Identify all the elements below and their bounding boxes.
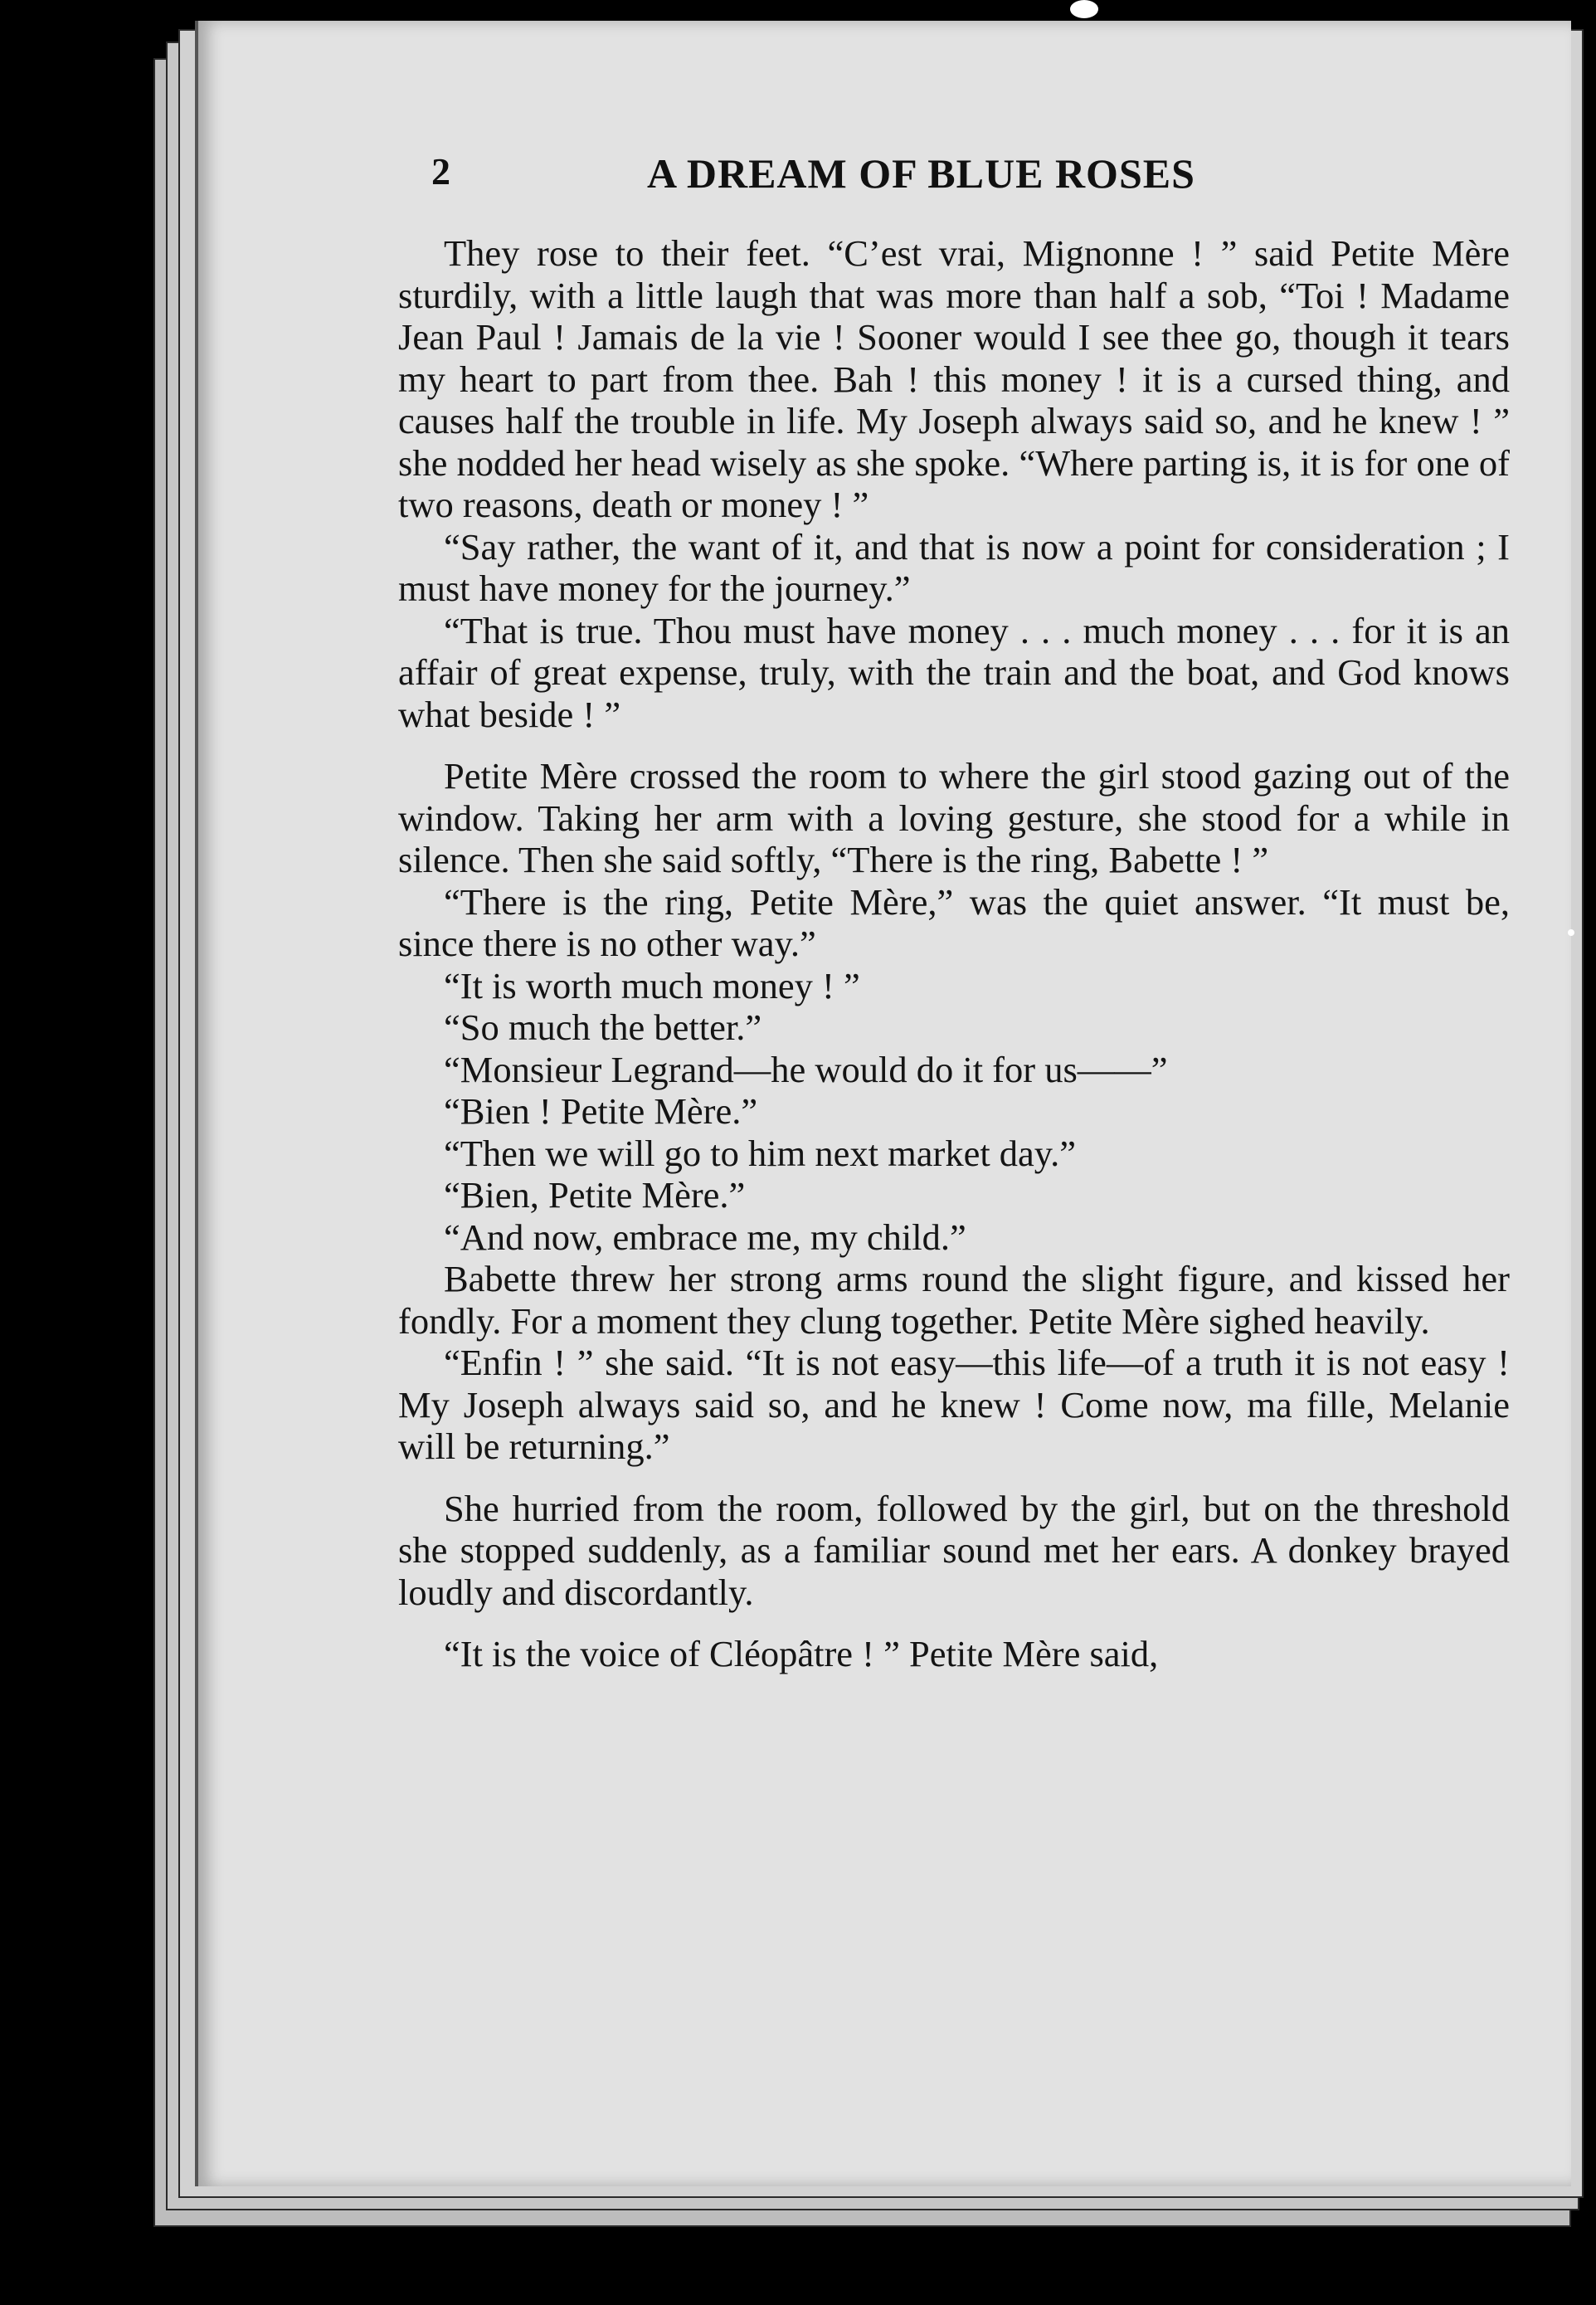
paragraph: “That is true. Thou must have money . . . much money . . . for it is an affair of great expense, truly, with the train and the boat, and God knows what beside ! ” <box>398 609 1510 735</box>
body-text <box>398 232 1510 1675</box>
paragraph: She hurried from the room, followed by the girl, but on the threshold she stopped suddenly, as a familiar sound met her ears. A donkey brayed loudly and discordantly. <box>398 1487 1510 1613</box>
paragraph: “Bien, Petite Mère.” <box>444 1174 746 1216</box>
paragraph: Petite Mère crossed the room to where the girl stood gazing out of the window. Taking her arm with a loving gesture, she stood for a while in silence. Then she said softly, “There is the ring, Babette ! ” <box>398 755 1510 880</box>
paragraph: “It is worth much money ! ” <box>444 964 860 1006</box>
paragraph: “And now, embrace me, my child.” <box>444 1216 966 1258</box>
paragraph: “Say rather, the want of it, and that is now a point for consideration ; I must have money for the journey.” <box>398 525 1510 609</box>
paragraph: “It is the voice of Cléopâtre ! ” Petite Mère said, <box>444 1633 1159 1674</box>
paragraph: “Enfin ! ” she said. “It is not easy—this life—of a truth it is not easy ! My Joseph always said so, and he knew ! Come now, ma fille, Melanie will be returning.” <box>398 1342 1510 1467</box>
page-number: 2 <box>431 150 450 192</box>
paragraph: “So much the better.” <box>444 1006 762 1048</box>
paragraph: They rose to their feet. “C’est vrai, Mignonne ! ” said Petite Mère sturdily, with a little laugh that was more than half a sob, “Toi ! Madame Jean Paul ! Jamais de la vie ! Sooner would I see thee go, though it tears my heart to part from thee. Bah ! this money ! it is a cursed thing, and causes half the trouble in life. My Joseph always said so, and he knew ! ” she nodded her head wisely as she spoke. “Where parting is, it is for one of two reasons, death or money ! ” <box>398 232 1510 525</box>
paragraph: “Then we will go to him next market day.” <box>444 1132 1077 1174</box>
paragraph: Babette threw her strong arms round the slight figure, and kissed her fondly. For a moment they clung together. Petite Mère sighed heavily. <box>398 1258 1510 1342</box>
running-title: A DREAM OF BLUE ROSES <box>647 150 1195 197</box>
scan-speck <box>1070 0 1098 18</box>
paragraph: “Bien ! Petite Mère.” <box>444 1090 758 1132</box>
paragraph: “There is the ring, Petite Mère,” was the quiet answer. “It must be, since there is no other way.” <box>398 880 1510 964</box>
page-header <box>431 149 1311 207</box>
scan-speck <box>1568 929 1574 936</box>
paragraph: “Monsieur Legrand—he would do it for us——” <box>444 1048 1168 1090</box>
